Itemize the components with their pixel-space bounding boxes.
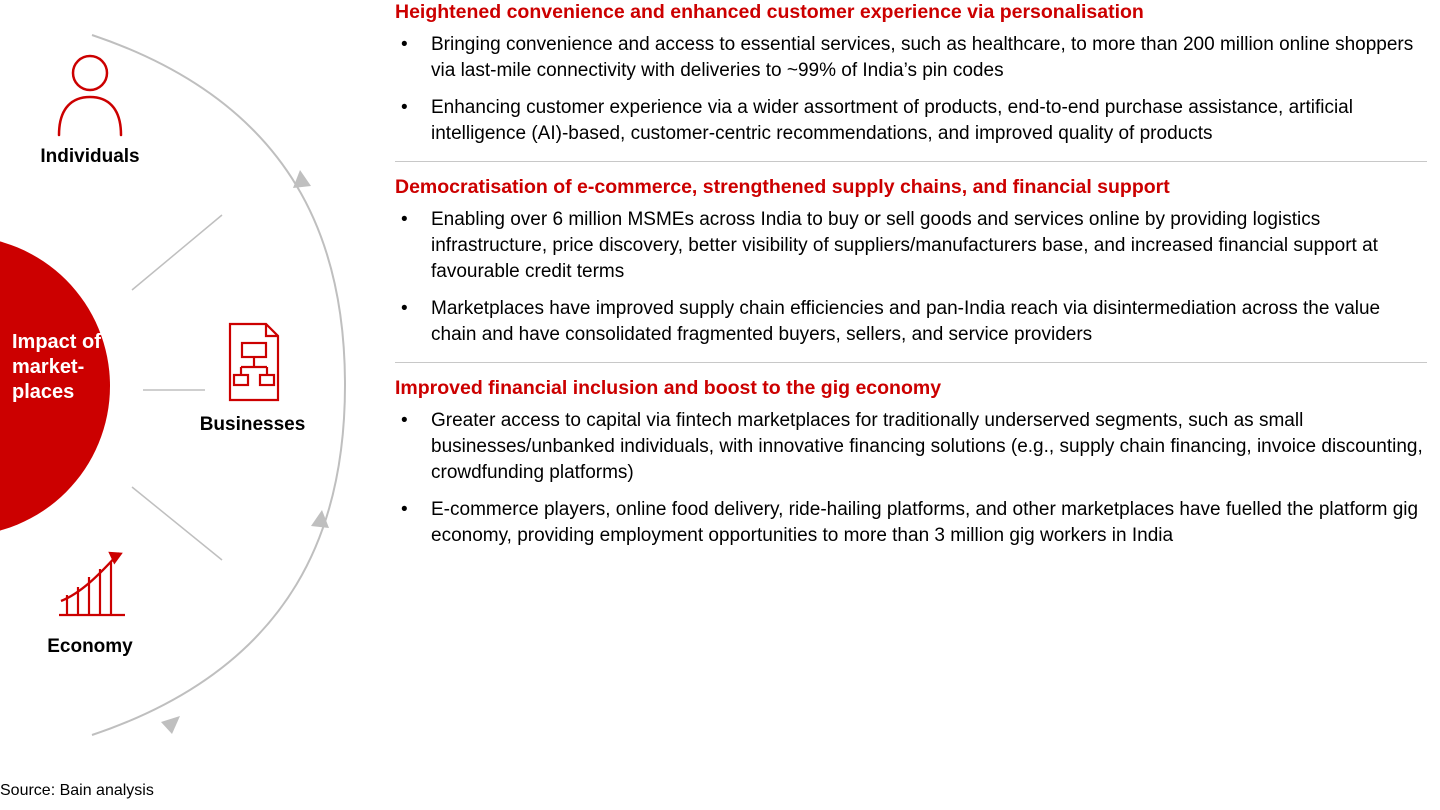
impact-diagram <box>0 0 380 770</box>
list-item <box>395 207 1427 285</box>
section-title: Democratisation of e-commerce, strengthened supply chains, and financial support <box>395 176 1170 198</box>
growth-bar-chart-arrow-icon <box>10 538 170 630</box>
section-title: Heightened convenience and enhanced customer experience via personalisation <box>395 1 1144 23</box>
section-bullet-list <box>395 207 1427 348</box>
list-item-text: Enabling over 6 million MSMEs across India to buy or sell goods and services online by providing logistics infrastructure, price discovery, better visibility of suppliers/manufacturers base, and increased financial support at favourable credit terms <box>431 209 1378 282</box>
bullet-glyph: • <box>401 97 408 118</box>
list-item <box>395 408 1427 486</box>
impact-sections <box>395 0 1427 563</box>
list-item-text: Greater access to capital via fintech marketplaces for traditionally underserved segments, such as small businesses/unbanked individuals, with innovative financing solutions (e.g., supply chain financing, invoice discounting, crowdfunding platforms) <box>431 410 1423 483</box>
section-bullet-list <box>395 408 1427 549</box>
diagram-node-economy <box>10 538 170 658</box>
bullet-glyph: • <box>401 298 408 319</box>
diagram-node-individuals <box>10 48 170 168</box>
person-icon <box>10 48 170 140</box>
list-item-text: E-commerce players, online food delivery, ride-hailing platforms, and other marketplaces have fuelled the platform gig economy, providing employment opportunities to more than 3 million gig workers in India <box>431 499 1419 546</box>
curved-arrow-icon <box>293 170 311 188</box>
center-label: Impact of market-places <box>12 331 101 403</box>
section-financial-inclusion <box>395 362 1427 563</box>
list-item <box>395 95 1427 147</box>
bullet-glyph: • <box>401 34 408 55</box>
list-item <box>395 497 1427 549</box>
bullet-glyph: • <box>401 209 408 230</box>
bullet-glyph: • <box>401 410 408 431</box>
document-org-chart-icon <box>175 316 330 408</box>
list-item-text: Bringing convenience and access to essential services, such as healthcare, to more than 200 million online shoppers via last-mile connectivity with deliveries to ~99% of India’s pin codes <box>431 34 1414 81</box>
list-item-text: Marketplaces have improved supply chain efficiencies and pan-India reach via disintermediation across the value chain and have consolidated fragmented buyers, sellers, and service providers <box>431 298 1381 345</box>
source-note: Source: Bain analysis <box>0 782 154 799</box>
section-democratisation <box>395 161 1427 362</box>
bullet-glyph: • <box>401 499 408 520</box>
node-label-businesses: Businesses <box>199 414 306 435</box>
section-personalisation <box>395 0 1427 161</box>
list-item-text: Enhancing customer experience via a wider assortment of products, end-to-end purchase assistance, artificial intelligence (AI)-based, customer-centric recommendations, and improved quality of products <box>431 97 1353 144</box>
diagram-node-businesses <box>175 316 330 436</box>
node-label-individuals: Individuals <box>40 146 140 167</box>
curved-arrow-icon <box>161 716 180 734</box>
spoke-line <box>132 215 222 290</box>
node-label-economy: Economy <box>47 636 133 657</box>
list-item <box>395 296 1427 348</box>
section-title: Improved financial inclusion and boost to the gig economy <box>395 377 942 399</box>
section-bullet-list <box>395 32 1427 147</box>
list-item <box>395 32 1427 84</box>
